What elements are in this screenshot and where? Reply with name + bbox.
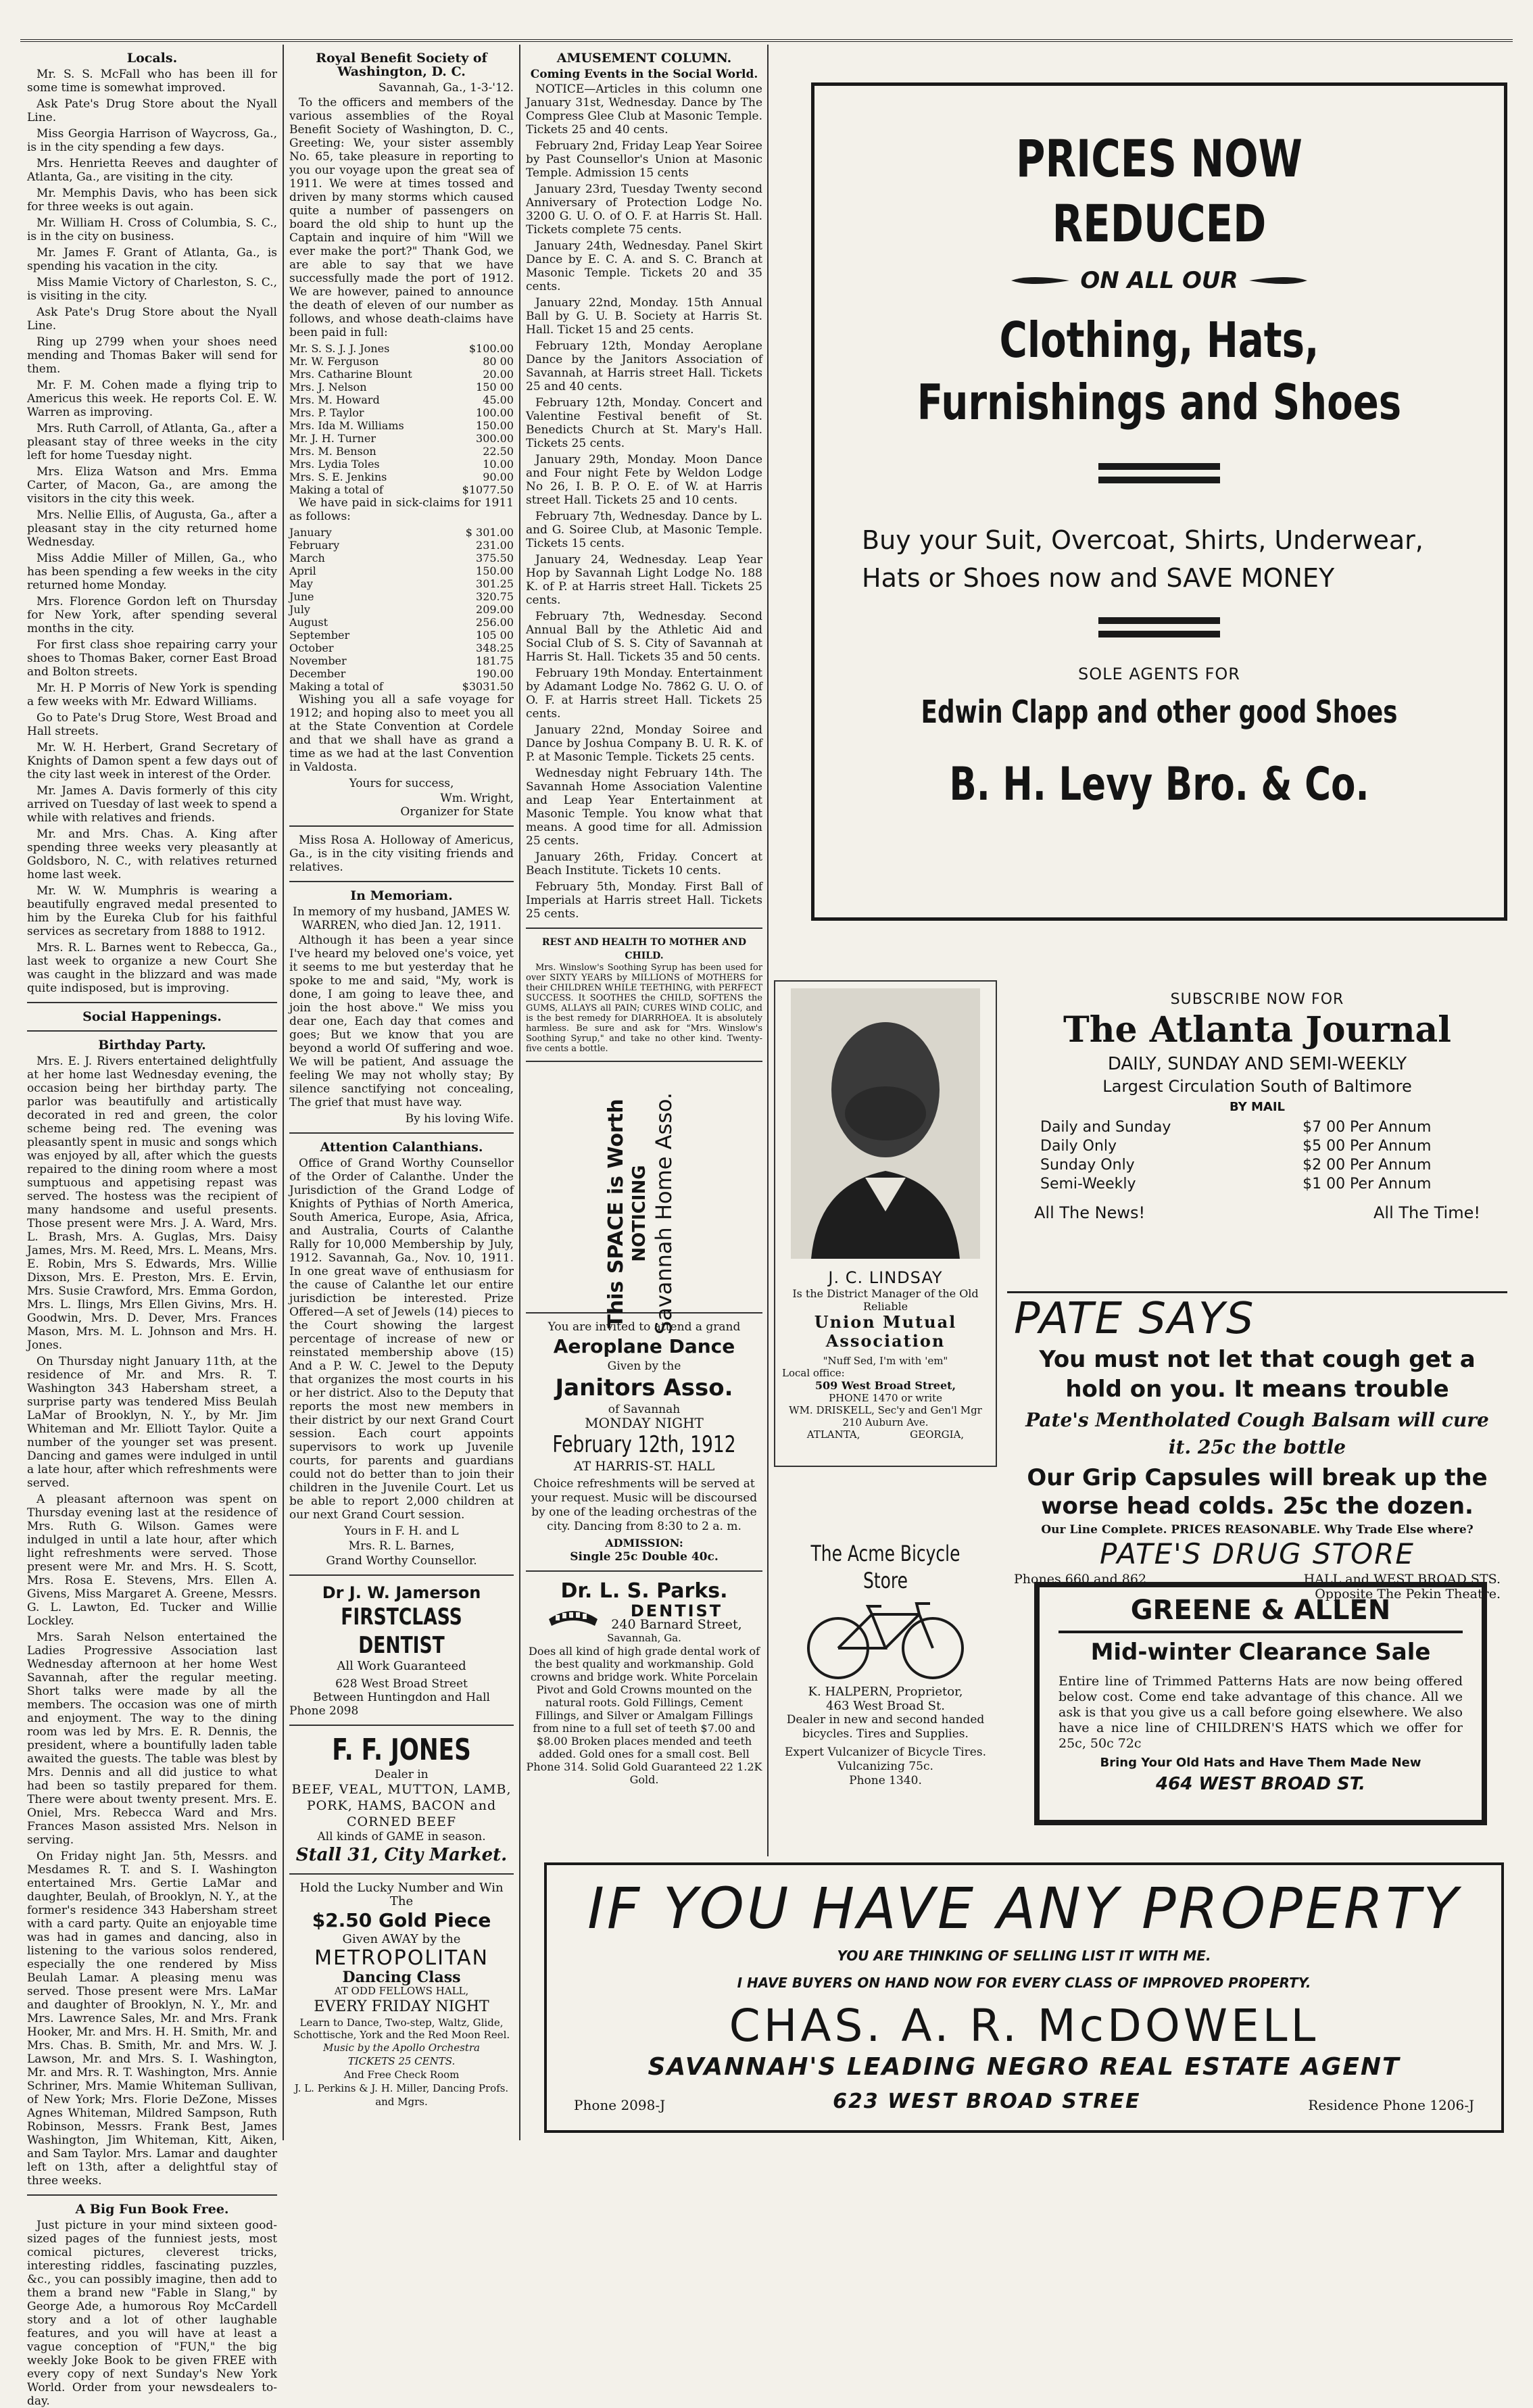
acme-vulcanizer: Expert Vulcanizer of Bicycle Tires. Vulcanizing 75c. xyxy=(785,1745,986,1773)
bicycle-icon xyxy=(798,1594,973,1682)
social-item: Mrs. Sarah Nelson entertained the Ladies Progressive Association last Wednesday afternoon at her home West Savannah, after the regular meeting. Short talks were made by all the members. The occasion was one of mirth and enjoyment. The way to the dining room was led by Mrs. E. R. Dennis, the president, where a bountifully laden table awaited the guests. The table was blest by Mrs. Dennis and all did justice to what had been so tastily prepared for them. There were about twenty present. Mrs. E. Oniel, Mrs. Rebecca Ward and Mrs. Frances Mason assisted Mrs. Nelson in serving. xyxy=(27,1631,277,1847)
rbs-signature-title: Organizer for State xyxy=(400,805,514,819)
memoriam-intro: In memory of my husband, JAMES W. WARREN, who died Jan. 12, 1911. xyxy=(293,905,510,932)
greene-bring: Bring Your Old Hats and Have Them Made New xyxy=(1100,1756,1421,1770)
rate-row xyxy=(1040,1137,1475,1156)
rate-row xyxy=(1040,1118,1475,1137)
levy-bar xyxy=(1098,477,1220,483)
journal-ad xyxy=(1007,987,1507,1284)
aero-given: Given by the xyxy=(607,1359,681,1373)
sick-intro: We have paid in sick-claims for 1911 as follows: xyxy=(289,496,514,523)
jones-goods: BEEF, VEAL, MUTTON, LAMB, PORK, HAMS, BACON and CORNED BEEF xyxy=(291,1782,512,1829)
parks-text: Does all kind of high grade dental work of the best quality and workmanship. Gold crowns and bridge work. White Porcelain Pivot and Gold Crowns mounted on the natural roots. Gold Fillings, Cement Fillings, and Silver or Amalgam Fillings from nine to a full set of teeth $7.00 and $8.00 Broken places mended and teeth added. Gold ones for a small cost. Bell Phone 314. Solid Gold Guaranteed 22 1.2K Gold. xyxy=(526,1645,762,1786)
amusement-item: January 22nd, Monday Soiree and Dance by Joshua Company B. U. R. K. of P. at Masonic Temple. Tickets 25 cents. xyxy=(526,723,762,764)
teeth-icon xyxy=(546,1606,600,1630)
sick-claims-table xyxy=(289,526,514,680)
jones-ad xyxy=(289,1733,514,1867)
pate-line-4: Our Line Complete. PRICES REASONABLE. Why Trade Else where? xyxy=(1041,1523,1474,1537)
amusement-item: January 22nd, Monday. 15th Annual Ball by G. U. B. Society at Harris St. Hall. Ticket 15 and 25 cents. xyxy=(526,296,762,337)
parks-name: Dr. L. S. Parks. xyxy=(560,1579,728,1603)
pate-address: HALL and WEST BROAD STS. xyxy=(1303,1572,1501,1587)
acme-dealer: Dealer in new and second handed bicycles. Tires and Supplies. xyxy=(786,1713,985,1741)
death-claim-row-amount: 80 00 xyxy=(483,355,514,368)
death-claim-row-label: Mrs. J. Nelson xyxy=(289,381,367,393)
mcdowell-name: CHAS. A. R. McDOWELL xyxy=(729,2000,1319,2052)
local-item: Mrs. Eliza Watson and Mrs. Emma Carter, of Macon, Ga., are among the visitors in the city this week. xyxy=(27,465,277,506)
social-item: On Thursday night January 11th, at the residence of Mr. and Mrs. R. T. Washington 343 Habersham street, a surprise party was tendered Miss Beulah LaMar of Brooklyn, N. Y., by Mr. Jim Whiteman and Mr. Elliott Taylor. Quite a number of the younger set was present. Dancing and games were indulged in until a late hour, after which refreshments were served. xyxy=(27,1355,277,1490)
amusement-item: January 26th, Friday. Concert at Beach Institute. Tickets 10 cents. xyxy=(526,850,762,877)
levy-bar xyxy=(1098,631,1220,637)
acme-address: 463 West Broad St. xyxy=(826,1699,945,1713)
lindsay-name: J. C. LINDSAY xyxy=(828,1268,943,1287)
sick-claim-row-label: January xyxy=(289,526,332,539)
acme-proprietor: K. HALPERN, Proprietor, xyxy=(808,1685,963,1699)
winslow-heading: REST AND HEALTH TO MOTHER AND CHILD. xyxy=(541,937,747,961)
death-claim-row-amount: 150 00 xyxy=(476,381,514,393)
local-item: Mr. William H. Cross of Columbia, S. C., is in the city on business. xyxy=(27,216,277,243)
death-claim-row-label: Mrs. Lydia Toles xyxy=(289,458,380,471)
greene-sale: Mid-winter Clearance Sale xyxy=(1090,1639,1431,1666)
metro-check: And Free Check Room xyxy=(343,2069,460,2081)
death-claim-row xyxy=(289,445,514,458)
jamerson-address-2: Between Huntingdon and Hall xyxy=(313,1691,490,1704)
jones-dealer: Dealer in xyxy=(374,1768,429,1781)
sick-claim-row-label: December xyxy=(289,667,346,680)
death-claim-row xyxy=(289,381,514,393)
death-total: Making a total of $1077.50 xyxy=(289,483,514,496)
metro-managers: J. L. Perkins & J. H. Miller, Dancing Profs. and Mgrs. xyxy=(294,2082,509,2108)
death-claim-row-label: Mrs. M. Howard xyxy=(289,393,380,406)
sick-claim-row xyxy=(289,539,514,552)
rbs-close: Wishing you all a safe voyage for 1912; and hoping also to meet you all at the State Convention at Cordele and that we shall have as grand a time as we had at the last Convention in Valdosta. xyxy=(289,693,514,774)
death-claim-row-amount: 20.00 xyxy=(483,368,514,381)
pate-line-2: Pate's Mentholated Cough Balsam will cure it. 25c the bottle xyxy=(1025,1409,1489,1458)
death-claim-row xyxy=(289,393,514,406)
acme-name: The Acme Bicycle Store xyxy=(810,1541,960,1593)
amusement-item: February 12th, Monday Aeroplane Dance by the Janitors Association of Savannah, at Harris street Hall. Tickets 25 and 40 cents. xyxy=(526,339,762,393)
funbook-heading: A Big Fun Book Free. xyxy=(75,2202,229,2217)
death-claim-row xyxy=(289,471,514,483)
jamerson-guarantee: All Work Guaranteed xyxy=(337,1659,466,1673)
metropolitan-ad xyxy=(289,1881,514,2109)
sick-claim-row-label: September xyxy=(289,629,350,642)
sick-claim-row xyxy=(289,603,514,616)
sick-claim-row-amount: 181.75 xyxy=(476,654,514,667)
jamerson-title: FIRSTCLASS DENTIST xyxy=(341,1604,462,1659)
aero-text: Choice refreshments will be served at your request. Music will be discoursed by one of the leading orchestras of the city. Dancing from 8:30 to 2 a. m. xyxy=(531,1477,758,1533)
jones-name: F. F. JONES xyxy=(332,1733,471,1767)
death-claim-row xyxy=(289,355,514,368)
local-item: Ask Pate's Drug Store about the Nyall Line. xyxy=(27,97,277,124)
acme-phone: Phone 1340. xyxy=(849,1774,922,1787)
mcdowell-line-2: I HAVE BUYERS ON HAND NOW FOR EVERY CLASS OF IMPROVED PROPERTY. xyxy=(737,1975,1311,1991)
death-claim-row xyxy=(289,342,514,355)
calanthe-signature-1: Yours in F. H. and L xyxy=(344,1524,459,1538)
rbs-text: To the officers and members of the various assemblies of the Royal Benefit Society of Washington, D. C., Greeting: We, your sister assembly No. 65, take pleasure in reporting to you our voyage upon the great sea of 1911. We were at times tossed and driven by many storms which caused quite a number of passengers on board the old ship to hunt up the Captain and inquire of him "Will we ever make the port?" Thank God, we are able to say that we have successfully made the port of 1912. We are however, pained to announce the death of eleven of our number as follows, and whose death-claims have been paid in full: xyxy=(289,96,514,339)
journal-time: All The Time! xyxy=(1373,1203,1480,1222)
rate-row xyxy=(1040,1175,1475,1194)
lindsay-city: ATLANTA, xyxy=(806,1428,860,1441)
scroll-flourish-icon xyxy=(1248,272,1309,289)
local-item: Miss Addie Miller of Millen, Ga., who has been spending a few weeks in the city returned home Monday. xyxy=(27,552,277,592)
aero-night: MONDAY NIGHT xyxy=(585,1415,704,1431)
journal-title: The Atlanta Journal xyxy=(1063,1009,1451,1051)
amusement-heading: AMUSEMENT COLUMN. xyxy=(556,51,732,66)
amusement-item: February 7th, Wednesday. Second Annual Ball by the Athletic Aid and Social Club of S. S. City of Savannah at Harris St. Hall. Tickets 35 and 50 cents. xyxy=(526,610,762,664)
sick-claim-row xyxy=(289,629,514,642)
rate-row-amount: $2 00 Per Annum xyxy=(1303,1157,1432,1174)
metro-name: METROPOLITAN xyxy=(314,1946,489,1970)
aero-title: Aeroplane Dance xyxy=(553,1335,735,1357)
amusement-item: January 24, Wednesday. Leap Year Hop by Savannah Light Lodge No. 188 K. of P. at Harris street Hall. Tickets 25 cents. xyxy=(526,553,762,607)
death-claim-row xyxy=(289,419,514,432)
local-item: Mr. W. W. Mumphris is wearing a beautifully engraved medal presented to him by the Eureka Club for his faithful services as secretary from 1888 to 1912. xyxy=(27,884,277,938)
local-item: Miss Mamie Victory of Charleston, S. C., is visiting in the city. xyxy=(27,276,277,303)
lindsay-company: Union Mutual Association xyxy=(814,1312,957,1351)
levy-firm: B. H. Levy Bro. & Co. xyxy=(949,758,1369,811)
mcdowell-residence-phone: Residence Phone 1206-J xyxy=(1308,2097,1474,2113)
amusement-subheading: Coming Events in the Social World. xyxy=(530,68,758,81)
sick-claim-row xyxy=(289,616,514,629)
mcdowell-headline: IF YOU HAVE ANY PROPERTY xyxy=(587,1875,1461,1942)
sick-claim-row xyxy=(289,577,514,590)
sick-claim-row-amount: 105 00 xyxy=(476,629,514,642)
greene-address: 464 WEST BROAD ST. xyxy=(1156,1774,1365,1794)
sick-claim-row-label: June xyxy=(289,590,314,603)
local-item: Mrs. Nellie Ellis, of Augusta, Ga., after a pleasant stay in the city returned home Wednesday. xyxy=(27,508,277,549)
rate-row-label: Daily Only xyxy=(1040,1138,1117,1155)
lindsay-office-label: Local office: xyxy=(782,1367,845,1379)
sick-claim-row-amount: 301.25 xyxy=(476,577,514,590)
memoriam-signature: By his loving Wife. xyxy=(405,1112,514,1126)
death-claim-row-label: Mr. W. Ferguson xyxy=(289,355,379,368)
local-item: Mr. W. H. Herbert, Grand Secretary of Knights of Damon spent a few days out of the city last week in interest of the Order. xyxy=(27,741,277,781)
column-1 xyxy=(27,47,277,2408)
metro-hold: Hold the Lucky Number and Win The xyxy=(299,1881,504,1908)
levy-bar xyxy=(1098,617,1220,624)
death-claim-row-amount: 90.00 xyxy=(483,471,514,483)
parks-address: 240 Barnard Street, xyxy=(611,1617,742,1632)
rbs-dateline: Savannah, Ga., 1-3-'12. xyxy=(378,81,514,95)
space-line-1: This SPACE is Worth xyxy=(604,1099,628,1328)
local-item: Mr. and Mrs. Chas. A. King after spending three weeks very pleasantly at Goldsboro, N. C., with relatives returned home last week. xyxy=(27,827,277,882)
jamerson-ad xyxy=(289,1583,514,1718)
lindsay-ad xyxy=(774,980,997,1467)
levy-bar xyxy=(1098,463,1220,470)
death-claim-row-label: Mrs. S. E. Jenkins xyxy=(289,471,387,483)
lindsay-manager: WM. DRISKELL, Sec'y and Gen'l Mgr xyxy=(789,1404,982,1416)
greene-name: GREENE & ALLEN xyxy=(1130,1595,1391,1626)
metro-learn: Learn to Dance, Two-step, Waltz, Glide, Schottische, York and the Red Moon Reel. xyxy=(293,2017,510,2041)
local-item: Mr. H. P Morris of New York is spending a few weeks with Mr. Edward Williams. xyxy=(27,681,277,708)
sick-claim-row-amount: 256.00 xyxy=(476,616,514,629)
death-claim-row xyxy=(289,406,514,419)
aero-org: Janitors Asso. xyxy=(555,1374,733,1401)
rate-row-label: Daily and Sunday xyxy=(1040,1119,1171,1136)
pate-line-3: Our Grip Capsules will break up the worse head colds. 25c the dozen. xyxy=(1027,1464,1488,1520)
rbs-signature: Wm. Wright, xyxy=(440,792,514,805)
sick-claim-row-label: March xyxy=(289,552,325,564)
amusement-item: January 24th, Wednesday. Panel Skirt Dance by E. C. A. and S. C. Branch at Masonic Temple. Tickets 20 and 35 cents. xyxy=(526,239,762,293)
mcdowell-address: 623 WEST BROAD STREE xyxy=(833,2090,1141,2113)
calanthe-signature-2: Mrs. R. L. Barnes, xyxy=(348,1539,455,1553)
greene-ad xyxy=(1034,1582,1487,1825)
local-item: Mrs. Ruth Carroll, of Atlanta, Ga., after a pleasant stay of three weeks in the city left for home Tuesday night. xyxy=(27,422,277,462)
jamerson-address-1: 628 West Broad Street xyxy=(335,1677,468,1691)
sick-claim-row-label: July xyxy=(289,603,310,616)
sick-claim-row-amount: 320.75 xyxy=(476,590,514,603)
greene-divider xyxy=(1058,1631,1463,1633)
metro-tickets: TICKETS 25 CENTS. xyxy=(347,2055,456,2067)
lindsay-office: 509 West Broad Street, xyxy=(814,1379,956,1392)
death-claim-row-amount: 300.00 xyxy=(476,432,514,445)
sick-claim-row-label: October xyxy=(289,642,334,654)
aero-hall: AT HARRIS-ST. HALL xyxy=(573,1459,715,1474)
rate-row-amount: $5 00 Per Annum xyxy=(1303,1138,1432,1155)
acme-ad xyxy=(774,1535,997,1846)
column-rule xyxy=(767,45,769,1856)
death-claim-row-label: Mrs. P. Taylor xyxy=(289,406,364,419)
locals-list xyxy=(27,68,277,995)
local-item: Go to Pate's Drug Store, West Broad and Hall streets. xyxy=(27,711,277,738)
social-item: On Friday night Jan. 5th, Messrs. and Mesdames R. T. and S. I. Washington entertained Mrs. Gertie LaMar and daughter, Beulah, of Brooklyn, N. Y., at the former's residence 343 Habersham street with a card party. Quite an enjoyable time was had in games and dancing, also in listening to the various solos rendered, especially the one rendered by Miss Beulah Lamar. A pleasing menu was served. Those present were Mrs. LaMar and daughter of Brooklyn, N. Y., Mr. and Mrs. Lawrence Sales, Mr. and Mrs. Frank Hooker, Mr. and Mrs. H. H. Smith, Mr. and Mrs. Chas. B. Smith, Mr. and Mrs. W. J. Lawson, Mr. and Mrs. S. I. Washington, Mr. and Mrs. R. T. Washington, Mrs. Annie Schriner, Mrs. Mamie Whiteman Sullivan, of New York; Mrs. Florie DeZone, Misses Agnes Whiteman, Mildred Sampson, Ruth Robinson, Messrs. Frank Best, James Washington, Jim Whiteman, Kitt, Aiken, and Sam Taylor. Mrs. Lamar and daughter left on 13th, after a delightful stay of three weeks. xyxy=(27,1850,277,2188)
amusement-item: February 7th, Wednesday. Dance by L. and G. Soiree Club, at Masonic Temple. Tickets 15 cents. xyxy=(526,510,762,550)
sick-claim-row-amount: 209.00 xyxy=(476,603,514,616)
local-item: Mr. James F. Grant of Atlanta, Ga., is spending his vacation in the city. xyxy=(27,246,277,273)
social-list xyxy=(27,1055,277,2188)
sick-claim-row-label: February xyxy=(289,539,340,552)
column-rule xyxy=(283,45,284,2140)
metro-prize: $2.50 Gold Piece xyxy=(312,1909,491,1931)
metro-music: Music by the Apollo Orchestra xyxy=(323,2042,480,2054)
metro-class: Dancing Class xyxy=(342,1969,461,1986)
holloway-note: Miss Rosa A. Holloway of Americus, Ga., is in the city visiting friends and relatives. xyxy=(289,834,514,874)
levy-body: Buy your Suit, Overcoat, Shirts, Underwear, Hats or Shoes now and SAVE MONEY xyxy=(862,525,1424,593)
sick-claim-row xyxy=(289,552,514,564)
death-claim-row-amount: 100.00 xyxy=(476,406,514,419)
sick-claim-row-amount: 231.00 xyxy=(476,539,514,552)
local-item: Mr. S. S. McFall who has been ill for some time is somewhat improved. xyxy=(27,68,277,95)
memoriam-text: Although it has been a year since I've heard my beloved one's voice, yet it seems to me but yesterday that he spoke to me and said, "My, work is done, I am going to leave thee, and join the host above." We miss you dear one, Each day that comes and goes; But we know that you are beyond a world Of suffering and woe. We will be patient, And assuage the feeling We may not wholly stay; By silence sanctifying not concealing, The grief that must have way. xyxy=(289,934,514,1109)
death-claim-row-label: Mr. J. H. Turner xyxy=(289,432,376,445)
aero-admission: ADMISSION: xyxy=(605,1537,683,1549)
jamerson-name: Dr J. W. Jamerson xyxy=(322,1583,481,1602)
sick-claim-row xyxy=(289,590,514,603)
space-line-2: NOTICING xyxy=(629,1165,650,1262)
jamerson-phone: Phone 2098 xyxy=(289,1704,359,1718)
aero-date: February 12th, 1912 xyxy=(552,1431,736,1458)
sick-claim-row xyxy=(289,642,514,654)
local-item: For first class shoe repairing carry your shoes to Thomas Baker, corner East Broad and Bolton streets. xyxy=(27,638,277,679)
metro-given: Given AWAY by the xyxy=(342,1932,461,1946)
death-claim-row-label: Mrs. Ida M. Williams xyxy=(289,419,404,432)
pate-opposite: Opposite The Pekin Theatre. xyxy=(1315,1587,1501,1602)
pate-phones: Phones 660 and 862 xyxy=(1014,1572,1147,1587)
social-item: Mrs. E. J. Rivers entertained delightfully at her home last Wednesday evening, the occasion being her birthday party. The parlor was beautifully and artistically decorated in red and green, the color scheme being red. The evening was pleasantly spent in music and songs which was enjoyed by all, after which the guests repaired to the dining room where a most sumptuous and appetising repast was served. The hostess was the recipient of many handsome and useful presents. Those present were Mrs. J. A. Ward, Mrs. L. Brash, Mrs. A. Guglas, Mrs. Daisy James, Mrs. M. Reed, Mrs. L. Means, Mrs. E. Robin, Mrs S. Edwards, Mrs. Willie Dixson, Mrs. E. Preston, Mrs. E. Ervin, Mrs. Susie Crawford, Mrs. Emma Gordon, Mrs. L. Ilings, Mrs Ellen Givins, Mrs. H. Goodwin, Mrs. D. Dever, Mrs. Frances Mason, Mrs. M. L. Johnson and Mrs. H. Jones. xyxy=(27,1055,277,1352)
death-claim-row-label: Mrs. Catharine Blount xyxy=(289,368,412,381)
sick-claim-row-label: November xyxy=(289,654,347,667)
amusement-item: NOTICE—Articles in this column one January 31st, Wednesday. Dance by The Compress Glee Club at Masonic Temple. Tickets 25 and 40 cents. xyxy=(526,82,762,137)
pate-title: PATE SAYS xyxy=(1014,1294,1255,1344)
death-claim-row xyxy=(289,458,514,471)
memoriam-heading: In Memoriam. xyxy=(350,888,453,903)
journal-news: All The News! xyxy=(1034,1203,1146,1222)
parks-city: Savannah, Ga. xyxy=(607,1632,681,1644)
local-item: Mrs. Henrietta Reeves and daughter of Atlanta, Ga., are visiting in the city. xyxy=(27,157,277,184)
amusement-item: February 12th, Monday. Concert and Valentine Festival benefit of St. Benedicts Church at St. Mary's Hall. Tickets 25 cents. xyxy=(526,396,762,450)
column-3 xyxy=(526,47,762,1859)
death-claim-row-amount: 10.00 xyxy=(483,458,514,471)
rate-row-amount: $1 00 Per Annum xyxy=(1303,1176,1432,1193)
local-item: Miss Georgia Harrison of Waycross, Ga., is in the city spending a few days. xyxy=(27,127,277,154)
pate-ad xyxy=(1007,1291,1507,1602)
metro-hall: AT ODD FELLOWS HALL, xyxy=(334,1985,469,1997)
levy-agents: SOLE AGENTS FOR xyxy=(1078,665,1240,683)
rate-row-label: Semi-Weekly xyxy=(1040,1176,1136,1193)
sick-claim-row-amount: 375.50 xyxy=(476,552,514,564)
mcdowell-phone: Phone 2098-J xyxy=(574,2097,666,2113)
aero-prices: Single 25c Double 40c. xyxy=(570,1550,719,1564)
rbs-yours: Yours for success, xyxy=(349,777,454,790)
local-item: Mrs. Florence Gordon left on Thursday for New York, after spending several months in the city. xyxy=(27,595,277,635)
jones-stall: Stall 31, City Market. xyxy=(295,1845,508,1865)
amusement-item: February 5th, Monday. First Ball of Imperials at Harris street Hall. Tickets 25 cents. xyxy=(526,880,762,921)
journal-by-mail: BY MAIL xyxy=(1229,1100,1286,1114)
social-heading: Social Happenings. xyxy=(82,1009,222,1024)
journal-rates xyxy=(1040,1118,1475,1194)
local-item: Mr. Memphis Davis, who has been sick for three weeks is out again. xyxy=(27,187,277,214)
calanthe-signature-3: Grand Worthy Counsellor. xyxy=(326,1554,477,1568)
local-item: Mr. James A. Davis formerly of this city arrived on Tuesday of last week to spend a while with relatives and friends. xyxy=(27,784,277,825)
amusement-item: February 19th Monday. Entertainment by Adamant Lodge No. 7862 G. U. O. of O. F. at Harris street Hall. Tickets 25 cents. xyxy=(526,667,762,721)
locals-heading: Locals. xyxy=(126,51,178,66)
journal-editions: DAILY, SUNDAY AND SEMI-WEEKLY xyxy=(1107,1054,1407,1074)
journal-subscribe: SUBSCRIBE NOW FOR xyxy=(1170,991,1344,1008)
death-claim-row-amount: 150.00 xyxy=(476,419,514,432)
lindsay-manager-address: 210 Auburn Ave. xyxy=(842,1416,929,1428)
death-claim-row xyxy=(289,432,514,445)
metro-night: EVERY FRIDAY NIGHT xyxy=(314,1998,489,2015)
scroll-flourish-icon xyxy=(1010,272,1071,289)
death-claim-row-label: Mrs. M. Benson xyxy=(289,445,376,458)
rate-row xyxy=(1040,1156,1475,1175)
levy-on-all: ON ALL OUR xyxy=(1080,267,1238,294)
mcdowell-tagline: SAVANNAH'S LEADING NEGRO REAL ESTATE AGENT xyxy=(648,2053,1401,2081)
calanthe-heading: Attention Calanthians. xyxy=(320,1140,483,1155)
sick-claim-row-amount: 348.25 xyxy=(476,642,514,654)
amusement-item: January 23rd, Tuesday Twenty second Anniversary of Protection Lodge No. 3200 G. U. O. of O. F. at Harris St. Hall. Tickets complete 75 cents. xyxy=(526,183,762,237)
lindsay-state: GEORGIA, xyxy=(910,1428,965,1441)
sick-claim-row-amount: $ 301.00 xyxy=(465,526,514,539)
birthday-heading: Birthday Party. xyxy=(98,1038,206,1053)
levy-goods: Clothing, Hats, Furnishings and Shoes xyxy=(917,312,1402,431)
death-claims-table xyxy=(289,342,514,483)
jones-game: All kinds of GAME in season. xyxy=(317,1830,486,1844)
death-claim-row-label: Mr. S. S. J. J. Jones xyxy=(289,342,390,355)
sick-claim-row xyxy=(289,564,514,577)
journal-circulation: Largest Circulation South of Baltimore xyxy=(1102,1077,1412,1096)
mcdowell-ad xyxy=(544,1862,1504,2133)
sick-claim-row xyxy=(289,526,514,539)
aero-invite: You are invited to attend a grand xyxy=(548,1320,741,1334)
lindsay-slogan: "Nuff Sed, I'm with 'em" xyxy=(823,1355,948,1367)
sick-claim-row-label: August xyxy=(289,616,328,629)
rate-row-amount: $7 00 Per Annum xyxy=(1303,1119,1432,1136)
amusement-item: Wednesday night February 14th. The Savannah Home Association Valentine and Leap Year Entertainment at Masonic Temple. You know what that means. A good time for all. Admission 25 cents. xyxy=(526,767,762,848)
amusement-item: February 2nd, Friday Leap Year Soiree by Past Counsellor's Union at Masonic Temple. Admission 15 cents xyxy=(526,139,762,180)
lindsay-phone: PHONE 1470 or write xyxy=(829,1392,942,1404)
lindsay-role: Is the District Manager of the Old Reliable xyxy=(792,1287,979,1313)
sick-total: Making a total of $3031.50 xyxy=(289,680,514,693)
local-item: Ask Pate's Drug Store about the Nyall Line. xyxy=(27,306,277,333)
sick-claim-row-label: April xyxy=(289,564,316,577)
space-line-3: Savannah Home Asso. xyxy=(651,1092,677,1335)
local-item: Mr. F. M. Cohen made a flying trip to Americus this week. He reports Col. E. W. Warren as improving. xyxy=(27,379,277,419)
sick-claim-row-amount: 190.00 xyxy=(476,667,514,680)
column-2 xyxy=(289,47,514,2140)
social-item: A pleasant afternoon was spent on Thursday evening last at the residence of Mrs. Ruth G. Wilson. Games were indulged in until a late hour, after which light refreshments were served. Those present were Mr. and Mrs. H. S. Scott, Mrs. Rosa E. Stevens, Mrs. Ellen A. Givens, Miss Margaret A. Greene, Messrs. G. L. Lawton, Ed. Tucker and Willie Lockley. xyxy=(27,1493,277,1628)
levy-ad xyxy=(811,82,1507,921)
death-claim-row-amount: 22.50 xyxy=(483,445,514,458)
levy-clapp: Edwin Clapp and other good Shoes xyxy=(921,694,1398,730)
sick-claim-row-label: May xyxy=(289,577,313,590)
death-claim-row xyxy=(289,368,514,381)
aeroplane-ad xyxy=(526,1320,762,1564)
sick-claim-row xyxy=(289,667,514,680)
mcdowell-line-1: YOU ARE THINKING OF SELLING LIST IT WITH ME. xyxy=(837,1948,1211,1964)
amusement-item: January 29th, Monday. Moon Dance and Four night Fete by Weldon Lodge No 26, I. B. P. O. E. of W. at Harris street Hall. Tickets 25 and 10 cents. xyxy=(526,453,762,507)
parks-ad xyxy=(526,1579,762,1786)
rbs-heading: Royal Benefit Society of Washington, D. C. xyxy=(316,51,487,79)
sick-claim-row xyxy=(289,654,514,667)
local-item: Ring up 2799 when your shoes need mending and Thomas Baker will send for them. xyxy=(27,335,277,376)
levy-headline: PRICES NOW REDUCED xyxy=(1016,128,1303,254)
column-rule xyxy=(519,45,520,2140)
calanthe-text: Office of Grand Worthy Counsellor of the Order of Calanthe. Under the Jurisdiction of the Grand Lodge of Knights of Pythias of North America, South America, Europe, Asia, Africa, and Australia, Courts of Calanthe Rally for 10,000 Membership by July, 1912. Savannah, Ga., Nov. 10, 1911. In one great wave of enthusiasm for the cause of Calanthe let our entire jurisdiction be interested. Prize Offered—A set of Jewels (14) pieces to the Court showing the largest percentage of increase of new or reinstated membership above (15) And a P. W. C. Jewel to the Deputy that organizes the most courts in his or her district. Also to the Deputy that reports the most new members in their district by our next Grand Court session. Each court appoints supervisors to work up Juvenile courts, for parents and guardians could not do better than to join their children in the Juvenile Court. Let us be able to report 2,000 children at our next Grand Court session. xyxy=(289,1157,514,1522)
top-rule xyxy=(20,39,1513,42)
rate-row-label: Sunday Only xyxy=(1040,1157,1135,1174)
aero-of: of Savannah xyxy=(608,1403,681,1416)
death-claim-row-amount: $100.00 xyxy=(468,342,514,355)
sick-claim-row-amount: 150.00 xyxy=(476,564,514,577)
pate-store: PATE'S DRUG STORE xyxy=(1100,1537,1415,1570)
portrait-image xyxy=(791,988,980,1259)
death-claim-row-amount: 45.00 xyxy=(483,393,514,406)
funbook-text: Just picture in your mind sixteen good-sized pages of the funniest jests, most comical pictures, cleverest tricks, interesting riddles, fascinating puzzles, &c., you can possibly imagine, then add to them a brand new "Fable in Slang," by George Ade, a humorous Roy McCardell story and a lot of other laughable features, and you will have at least a vague conception of "FUN," the big weekly Joke Book to be given FREE with every copy of next Sunday's New York World. Order from your newsdealers to-day. xyxy=(27,2219,277,2408)
parks-title: DENTIST xyxy=(630,1602,723,1620)
winslow-text: Mrs. Winslow's Soothing Syrup has been used for over SIXTY YEARS by MILLIONS of MOTHERS for their CHILDREN WHILE TEETHING, with PERFECT SUCCESS. It SOOTHES the CHILD, SOFTENS the GUMS, ALLAYS all PAIN; CURES WIND COLIC, and is the best remedy for DIARRHOEA. It is absolutely harmless. Be sure and ask for "Mrs. Winslow's Soothing Syrup," and take no other kind. Twenty-five cents a bottle. xyxy=(526,963,762,1054)
local-item: Mrs. R. L. Barnes went to Rebecca, Ga., last week to organize a new Court She was caught in the blizzard and was made quite indisposed, but is improving. xyxy=(27,941,277,995)
amusement-list xyxy=(526,82,762,921)
pate-line-1: You must not let that cough get a hold on you. It means trouble xyxy=(1039,1346,1476,1403)
greene-text: Entire line of Trimmed Patterns Hats are now being offered below cost. Come end take advantage of this chance. All we ask is that you give us a call before going elsewhere. We also have a nice line of CHILDREN'S HATS which we offer for 25c, 50c 72c xyxy=(1058,1674,1463,1751)
